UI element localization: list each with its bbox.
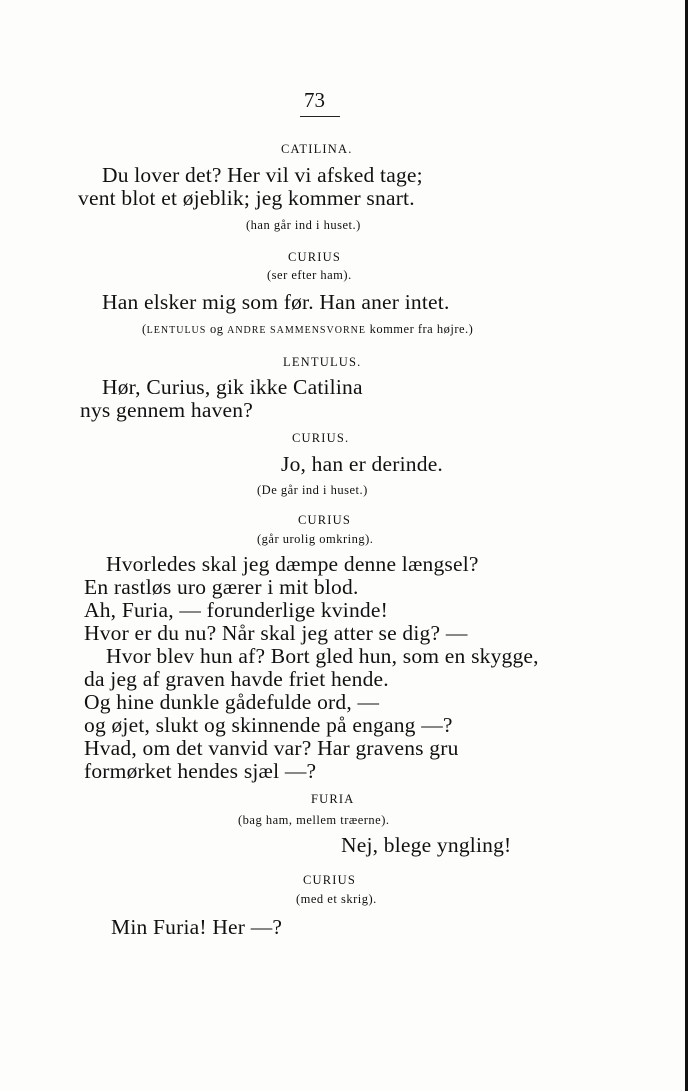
speaker-catilina: CATILINA. — [281, 142, 353, 156]
verse-line: da jeg af graven havde friet hende. — [84, 667, 389, 691]
verse-line: Han elsker mig som før. Han aner intet. — [102, 290, 450, 314]
verse-line: Jo, han er derinde. — [281, 452, 444, 476]
verse-line: Hvor er du nu? Når skal jeg atter se dig? — — [84, 621, 468, 645]
character-conspirators: ANDRE SAMMENSVORNE — [227, 325, 366, 336]
verse-line: Hvad, om det vanvid var? Har gravens gru — [84, 736, 459, 760]
stage-direction: (han går ind i huset.) — [246, 218, 361, 232]
speaker-curius: CURIUS. — [292, 431, 350, 445]
stage-direction: (ser efter ham). — [267, 268, 352, 282]
stage-direction: (med et skrig). — [296, 892, 377, 906]
verse-line: Hør, Curius, gik ikke Catilina — [102, 375, 363, 399]
speaker-curius: CURIUS — [303, 873, 357, 887]
speaker-curius: CURIUS — [298, 513, 352, 527]
page-number-rule — [300, 116, 340, 117]
verse-line: Ah, Furia, — forunderlige kvinde! — [84, 598, 388, 622]
verse-line: vent blot et øjeblik; jeg kommer snart. — [78, 186, 415, 210]
verse-line: formørket hendes sjæl —? — [84, 759, 317, 783]
verse-line: og øjet, slukt og skinnende på engang —? — [84, 713, 453, 737]
speaker-curius: CURIUS — [288, 250, 342, 264]
verse-line: Og hine dunkle gådefulde ord, — — [84, 690, 380, 714]
character-lentulus: LENTULUS — [146, 325, 207, 336]
verse-line: nys gennem haven? — [80, 398, 253, 422]
verse-line: Min Furia! Her —? — [111, 915, 283, 939]
stage-direction: (bag ham, mellem træerne). — [238, 813, 390, 827]
speaker-lentulus: LENTULUS. — [283, 355, 362, 369]
verse-line: Hvor blev hun af? Bort gled hun, som en skygge, — [106, 644, 539, 668]
page-number: 73 — [304, 88, 325, 112]
verse-line: Du lover det? Her vil vi afsked tage; — [102, 163, 423, 187]
verse-line: En rastløs uro gærer i mit blod. — [84, 575, 359, 599]
verse-line: Nej, blege yngling! — [341, 833, 512, 857]
stage-direction: (De går ind i huset.) — [257, 483, 368, 497]
speaker-furia: FURIA — [311, 792, 355, 806]
stage-direction: (LENTULUS og ANDRE SAMMENSVORNE kommer fra højre.) — [142, 322, 474, 336]
stage-direction: (går urolig omkring). — [257, 532, 374, 546]
verse-line: Hvorledes skal jeg dæmpe denne længsel? — [106, 552, 479, 576]
